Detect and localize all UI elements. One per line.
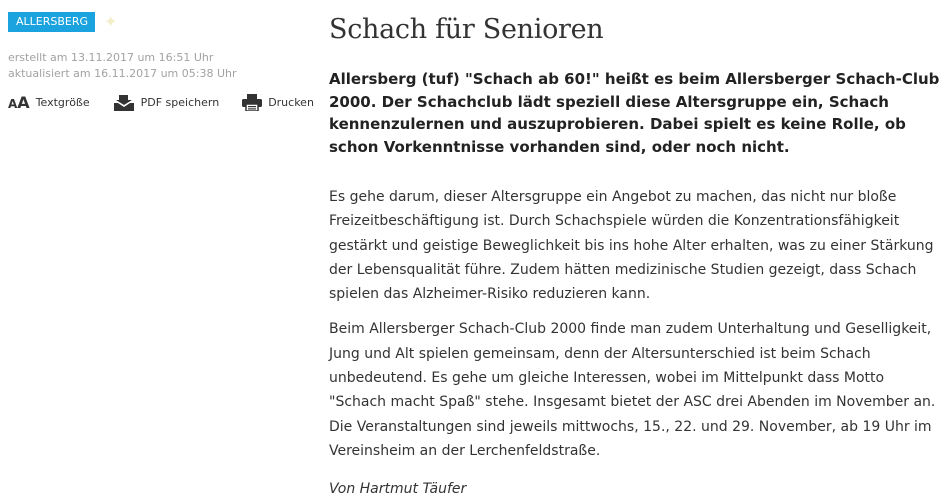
text-size-icon: AA (8, 92, 30, 112)
article-teaser: Allersberg (tuf) "Schach ab 60!" heißt es beim Allersberger Schach-Club 2000. Der Schachclub lädt speziell diese Altersgruppe ein, Schach kennenzulernen und auszuprobieren. Dabei spielt es keine Rolle, ob schon Vorkenntnisse vorhanden sind, oder noch nicht. (329, 70, 940, 156)
created-date: erstellt am 13.11.2017 um 16:51 Uhr (8, 51, 214, 64)
article-main (329, 12, 943, 495)
location-badge[interactable]: ALLERSBERG (8, 12, 95, 32)
pdf-label: PDF speichern (140, 96, 220, 109)
article-dates (8, 50, 318, 82)
updated-date: aktualisiert am 16.11.2017 um 05:38 Uhr (8, 67, 237, 80)
article-paragraph: Es gehe darum, dieser Altersgruppe ein Angebot zu machen, das nicht nur bloße Freizeitbeschäftigung ist. Durch Schachspiele würden die Konzentrationsfähigkeit gestärkt und geistige Beweglichkeit bis ins hohe Alter erhalten, was zu einer Stärkung der Lebensqualität führe. Zudem hätten medizinische Studien gezeigt, dass Schach spielen das Alzheimer-Risiko reduzieren kann. (329, 189, 934, 303)
article-author: Von Hartmut Täufer (329, 481, 467, 495)
star-icon: ✦ (104, 12, 118, 31)
article-title: Schach für Senioren (329, 14, 604, 45)
location-row (8, 11, 318, 33)
pdf-save-button[interactable] (113, 95, 220, 111)
pdf-download-icon (113, 95, 135, 111)
print-label: Drucken (268, 96, 314, 109)
article-sidebar (8, 11, 318, 111)
font-size-label: Textgröße (35, 96, 90, 109)
article-paragraph: Beim Allersberger Schach-Club 2000 finde man zudem Unterhaltung und Geselligkeit, Jung und Alt spielen gemeinsam, denn der Altersunterschied ist beim Schach unbedeutend. Es gehe um gleiche Interessen, wobei im Mittelpunkt dass Motto "Schach macht Spaß" stehe. Insgesamt bietet der ASC drei Abenden im November an. Die Veranstaltungen sind jeweils mittwochs, 15., 22. und 29. November, ab 19 Uhr im Vereinsheim an der Lerchenfeldstraße. (329, 321, 936, 459)
printer-icon (242, 94, 262, 111)
font-size-button[interactable] (8, 92, 90, 112)
article-tools (8, 94, 318, 111)
print-button[interactable] (242, 94, 314, 111)
